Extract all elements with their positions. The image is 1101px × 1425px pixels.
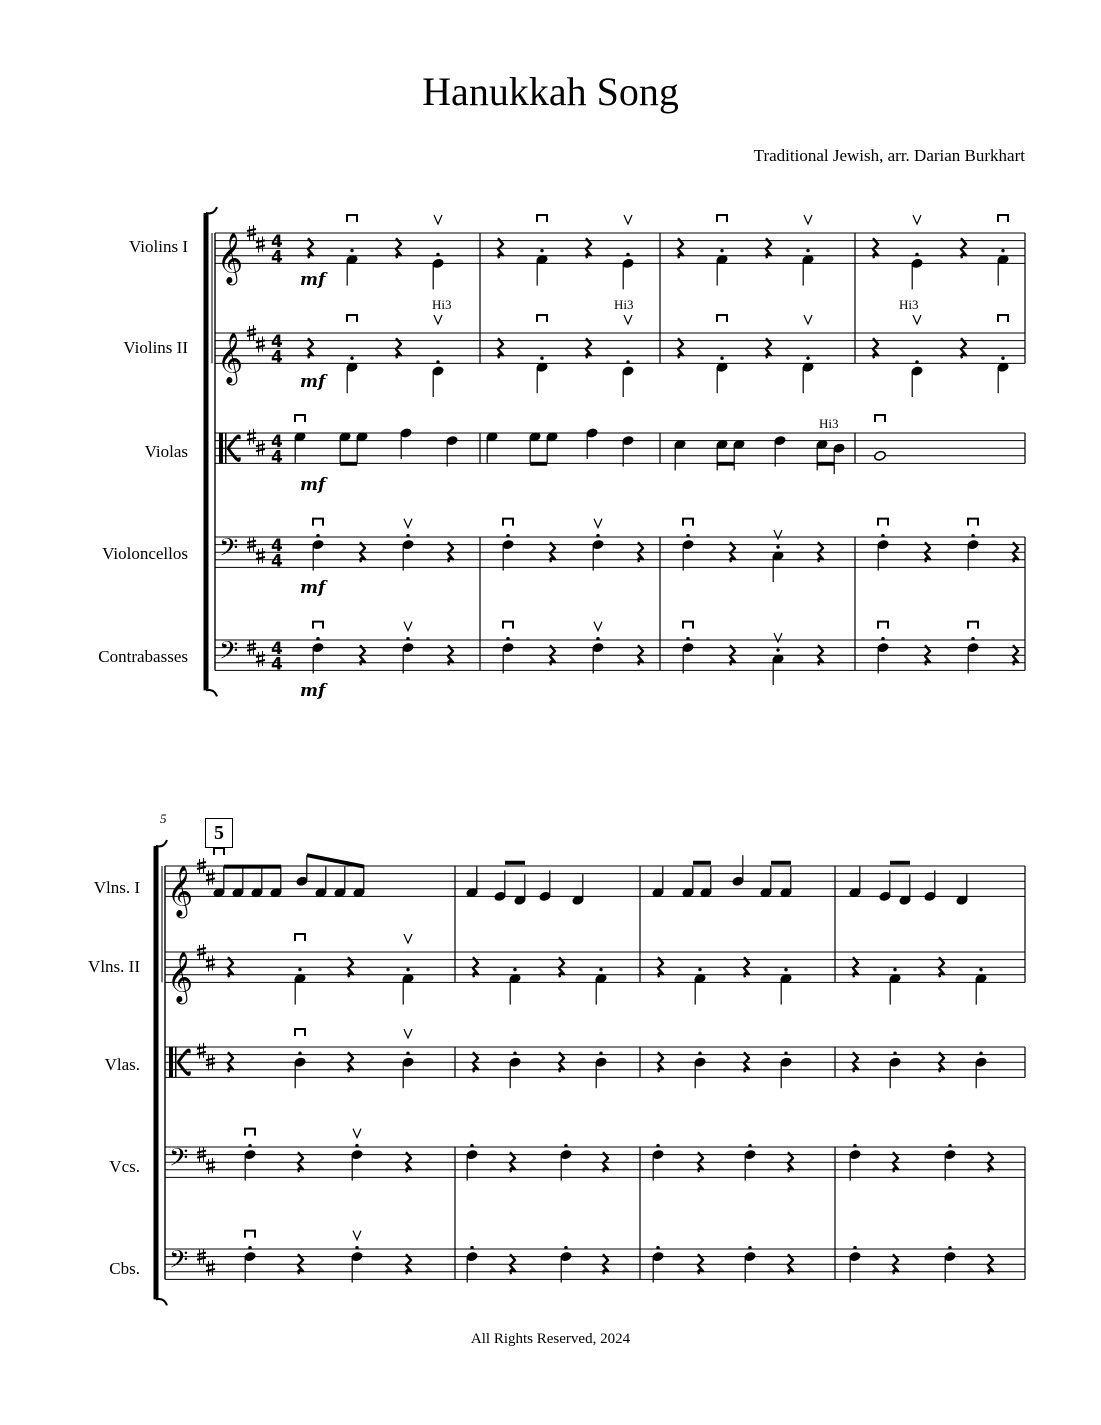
up-bow-icon <box>594 622 602 631</box>
bracket-hook <box>206 690 217 696</box>
staccato-dot <box>406 637 409 640</box>
sharp-icon <box>247 329 256 331</box>
sharp-icon <box>206 1058 215 1060</box>
instrument-label-violoncellos: Violoncellos <box>102 544 188 563</box>
time-signature: 4 <box>271 247 283 268</box>
up-bow-icon <box>624 215 632 224</box>
sharp-icon <box>247 334 256 336</box>
sharp-icon <box>197 1156 206 1158</box>
up-bow-icon <box>774 633 782 642</box>
staccato-dot <box>806 357 809 360</box>
staccato-dot <box>355 1144 358 1147</box>
fingering-hi3: Hi3 <box>899 297 919 312</box>
composer-credit: Traditional Jewish, arr. Darian Burkhart <box>753 146 1025 165</box>
staccato-dot <box>720 357 723 360</box>
staccato-dot <box>564 1144 567 1147</box>
fingering-hi3: Hi3 <box>614 297 634 312</box>
sharp-icon <box>247 234 256 236</box>
sharp-icon <box>206 1167 215 1169</box>
down-bow-icon <box>998 215 1008 222</box>
staccato-dot <box>436 253 439 256</box>
staccato-dot <box>406 968 409 971</box>
treble-clef-icon: 𝄞 <box>217 232 244 284</box>
up-bow-icon <box>804 215 812 224</box>
sharp-icon <box>197 1258 206 1260</box>
staccato-dot <box>853 1246 856 1249</box>
staccato-dot <box>626 253 629 256</box>
up-bow-icon <box>404 622 412 631</box>
staccato-dot <box>948 1246 951 1249</box>
down-bow-icon <box>968 622 978 629</box>
sharp-icon <box>206 878 215 880</box>
sharp-icon <box>247 229 256 231</box>
down-bow-icon <box>347 315 357 322</box>
down-bow-icon <box>295 1029 305 1036</box>
staccato-dot <box>540 357 543 360</box>
down-bow-icon <box>998 315 1008 322</box>
time-signature: 4 <box>271 447 283 468</box>
dynamic-marking: mf <box>300 578 326 598</box>
down-bow-icon <box>717 315 727 322</box>
sharp-icon <box>256 245 265 247</box>
sharp-icon <box>247 438 256 440</box>
staccato-dot <box>540 249 543 252</box>
fingering-hi3: Hi3 <box>819 416 839 431</box>
instrument-label-vlns-2: Vlns. II <box>88 957 140 976</box>
down-bow-icon <box>537 315 547 322</box>
staccato-dot <box>599 1052 602 1055</box>
sharp-icon <box>256 444 265 446</box>
bracket-hook <box>156 1299 167 1305</box>
sharp-icon <box>256 660 265 662</box>
down-bow-icon <box>875 415 885 422</box>
staccato-dot <box>316 637 319 640</box>
down-bow-icon <box>295 415 305 422</box>
time-signature: 4 <box>271 654 283 675</box>
sharp-icon <box>197 1151 206 1153</box>
staccato-dot <box>979 1052 982 1055</box>
sharp-icon <box>197 1253 206 1255</box>
staccato-dot <box>513 1052 516 1055</box>
down-bow-icon <box>683 622 693 629</box>
measure-number: 5 <box>160 811 167 826</box>
down-bow-icon <box>717 215 727 222</box>
down-bow-icon <box>313 622 323 629</box>
staccato-dot <box>1001 357 1004 360</box>
dynamic-marking: mf <box>300 681 326 701</box>
down-bow-icon <box>878 622 888 629</box>
up-bow-icon <box>434 215 442 224</box>
bass-clef-icon: 𝄢 <box>169 1245 189 1281</box>
down-bow-icon <box>214 848 224 855</box>
instrument-label-violas: Violas <box>144 442 188 461</box>
staccato-dot <box>298 968 301 971</box>
sharp-icon <box>197 867 206 869</box>
up-bow-icon <box>404 934 412 943</box>
down-bow-icon <box>503 519 513 526</box>
down-bow-icon <box>245 1231 255 1238</box>
alto-clef-icon <box>225 433 227 463</box>
time-signature: 4 <box>271 232 283 253</box>
sharp-icon <box>247 541 256 543</box>
time-signature: 4 <box>271 432 283 453</box>
staccato-dot <box>881 637 884 640</box>
time-signature: 4 <box>271 347 283 368</box>
staccato-dot <box>806 249 809 252</box>
alto-clef-icon <box>169 1047 173 1077</box>
alto-clef-icon <box>175 1047 177 1077</box>
copyright-footer: All Rights Reserved, 2024 <box>470 1331 631 1347</box>
sharp-icon <box>256 449 265 451</box>
treble-clef-icon: 𝄞 <box>217 332 244 384</box>
instrument-label-violins-1: Violins I <box>129 237 188 256</box>
staccato-dot <box>470 1246 473 1249</box>
staccato-dot <box>599 968 602 971</box>
up-bow-icon <box>594 519 602 528</box>
up-bow-icon <box>774 530 782 539</box>
staccato-dot <box>564 1246 567 1249</box>
up-bow-icon <box>913 315 921 324</box>
instrument-label-cbs: Cbs. <box>109 1259 140 1278</box>
sharp-icon <box>206 1269 215 1271</box>
staccato-dot <box>596 534 599 537</box>
rehearsal-mark: 5 <box>205 818 233 848</box>
instrument-label-violins-2: Violins II <box>123 338 188 357</box>
staccato-dot <box>776 545 779 548</box>
score-title: Hanukkah Song <box>422 69 679 114</box>
sharp-icon <box>197 1052 206 1054</box>
staccato-dot <box>971 534 974 537</box>
up-bow-icon <box>804 315 812 324</box>
staccato-dot <box>248 1144 251 1147</box>
staccato-dot <box>784 968 787 971</box>
staccato-dot <box>436 360 439 363</box>
staccato-dot <box>748 1144 751 1147</box>
fingering-hi3: Hi3 <box>432 297 452 312</box>
staccato-dot <box>979 968 982 971</box>
instrument-label-contrabasses: Contrabasses <box>98 647 188 666</box>
staccato-dot <box>853 1144 856 1147</box>
staccato-dot <box>316 534 319 537</box>
down-bow-icon <box>503 622 513 629</box>
staccato-dot <box>915 253 918 256</box>
up-bow-icon <box>624 315 632 324</box>
staccato-dot <box>506 637 509 640</box>
staccato-dot <box>893 1052 896 1055</box>
time-signature: 4 <box>271 332 283 353</box>
up-bow-icon <box>404 1029 412 1038</box>
staccato-dot <box>893 968 896 971</box>
bracket-hook <box>206 207 217 213</box>
sharp-icon <box>206 1063 215 1065</box>
staccato-dot <box>626 360 629 363</box>
staccato-dot <box>506 534 509 537</box>
staccato-dot <box>355 1246 358 1249</box>
sharp-icon <box>256 345 265 347</box>
staccato-dot <box>406 1052 409 1055</box>
up-bow-icon <box>404 519 412 528</box>
up-bow-icon <box>434 315 442 324</box>
up-bow-icon <box>913 215 921 224</box>
sharp-icon <box>197 948 206 950</box>
treble-clef-icon: 𝄞 <box>167 951 194 1003</box>
down-bow-icon <box>245 1129 255 1136</box>
staccato-dot <box>406 534 409 537</box>
staccato-dot <box>698 1052 701 1055</box>
staccato-dot <box>656 1246 659 1249</box>
bass-clef-icon: 𝄢 <box>219 533 239 569</box>
time-signature: 4 <box>271 551 283 572</box>
instrument-label-vlns-1: Vlns. I <box>93 878 140 897</box>
staccato-dot <box>948 1144 951 1147</box>
staccato-dot <box>720 249 723 252</box>
bass-clef-icon: 𝄢 <box>169 1143 189 1179</box>
staccato-dot <box>784 1052 787 1055</box>
down-bow-icon <box>313 519 323 526</box>
sharp-icon <box>197 953 206 955</box>
staccato-dot <box>698 968 701 971</box>
time-signature: 4 <box>271 536 283 557</box>
treble-clef-icon: 𝄞 <box>167 865 194 917</box>
staccato-dot <box>686 637 689 640</box>
staccato-dot <box>1001 249 1004 252</box>
staccato-dot <box>881 534 884 537</box>
down-bow-icon <box>968 519 978 526</box>
sharp-icon <box>247 546 256 548</box>
staccato-dot <box>971 637 974 640</box>
staccato-dot <box>248 1246 251 1249</box>
bracket-hook <box>156 840 167 846</box>
staccato-dot <box>350 357 353 360</box>
staccato-dot <box>596 637 599 640</box>
instrument-label-vlas: Vlas. <box>104 1055 140 1074</box>
down-bow-icon <box>347 215 357 222</box>
staccato-dot <box>350 249 353 252</box>
note-head <box>874 450 887 461</box>
staccato-dot <box>915 360 918 363</box>
staccato-dot <box>748 1246 751 1249</box>
down-bow-icon <box>878 519 888 526</box>
time-signature: 4 <box>271 639 283 660</box>
instrument-label-vcs: Vcs. <box>109 1157 140 1176</box>
staccato-dot <box>686 534 689 537</box>
sharp-icon <box>256 557 265 559</box>
down-bow-icon <box>537 215 547 222</box>
staccato-dot <box>656 1144 659 1147</box>
down-bow-icon <box>295 934 305 941</box>
alto-clef-icon <box>219 433 223 463</box>
sharp-icon <box>206 964 215 966</box>
sharp-icon <box>197 862 206 864</box>
sharp-icon <box>247 649 256 651</box>
sharp-icon <box>247 644 256 646</box>
staccato-dot <box>513 968 516 971</box>
up-bow-icon <box>353 1231 361 1240</box>
bass-clef-icon: 𝄢 <box>219 636 239 672</box>
dynamic-marking: mf <box>300 270 326 290</box>
beam <box>307 855 364 866</box>
up-bow-icon <box>353 1129 361 1138</box>
staccato-dot <box>776 648 779 651</box>
dynamic-marking: mf <box>300 475 326 495</box>
dynamic-marking: mf <box>300 372 326 392</box>
staccato-dot <box>470 1144 473 1147</box>
staccato-dot <box>298 1052 301 1055</box>
down-bow-icon <box>683 519 693 526</box>
